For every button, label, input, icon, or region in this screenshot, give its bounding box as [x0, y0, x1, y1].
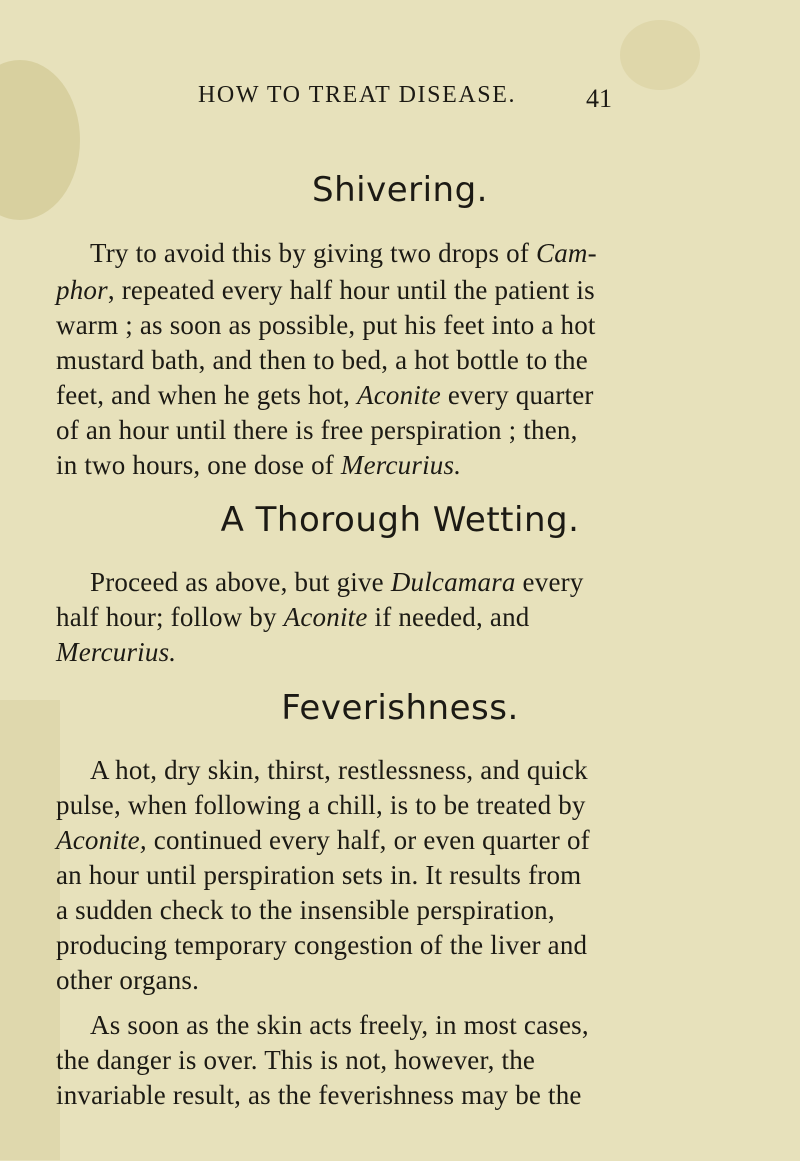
paragraph-line: the danger is over. This is not, however, the [56, 1045, 536, 1075]
paragraph-line: Proceed as above, but give Dulcamara every [90, 567, 584, 597]
paragraph-line: of an hour until there is free perspiration ; then, [56, 415, 578, 445]
paragraph-line: Try to avoid this by giving two drops of Cam- [90, 238, 597, 268]
page-number: 41 [586, 84, 612, 113]
section-heading-feverishness: Feverishness. [281, 688, 519, 728]
running-head [0, 82, 800, 112]
paragraph-line: in two hours, one dose of Mercurius. [56, 450, 462, 480]
paragraph-line: pulse, when following a chill, is to be treated by [56, 790, 586, 820]
paragraph-line: warm ; as soon as possible, put his feet into a hot [56, 310, 596, 340]
paragraph-line: invariable result, as the feverishness may be the [56, 1080, 582, 1110]
paragraph-line: half hour; follow by Aconite if needed, and [56, 602, 530, 632]
paragraph-line: other organs. [56, 965, 200, 995]
paragraph-line: a sudden check to the insensible perspiration, [56, 895, 555, 925]
paper-stain [620, 20, 700, 90]
section-heading-shivering: Shivering. [312, 170, 488, 210]
paragraph-line: an hour until perspiration sets in. It results from [56, 860, 582, 890]
paragraph-line: A hot, dry skin, thirst, restlessness, and quick [90, 755, 588, 785]
paragraph-line: Mercurius. [56, 637, 177, 667]
paragraph-line: producing temporary congestion of the liver and [56, 930, 588, 960]
running-title: HOW TO TREAT DISEASE. [198, 82, 517, 108]
paragraph-line: phor, repeated every half hour until the patient is [56, 275, 595, 305]
paper-stain [0, 700, 60, 1160]
section-heading-thorough-wetting: A Thorough Wetting. [220, 500, 580, 540]
paragraph-line: Aconite, continued every half, or even quarter of [56, 825, 590, 855]
paragraph-line: As soon as the skin acts freely, in most cases, [90, 1010, 589, 1040]
paragraph-line: feet, and when he gets hot, Aconite every quarter [56, 380, 594, 410]
paragraph-line: mustard bath, and then to bed, a hot bottle to the [56, 345, 588, 375]
